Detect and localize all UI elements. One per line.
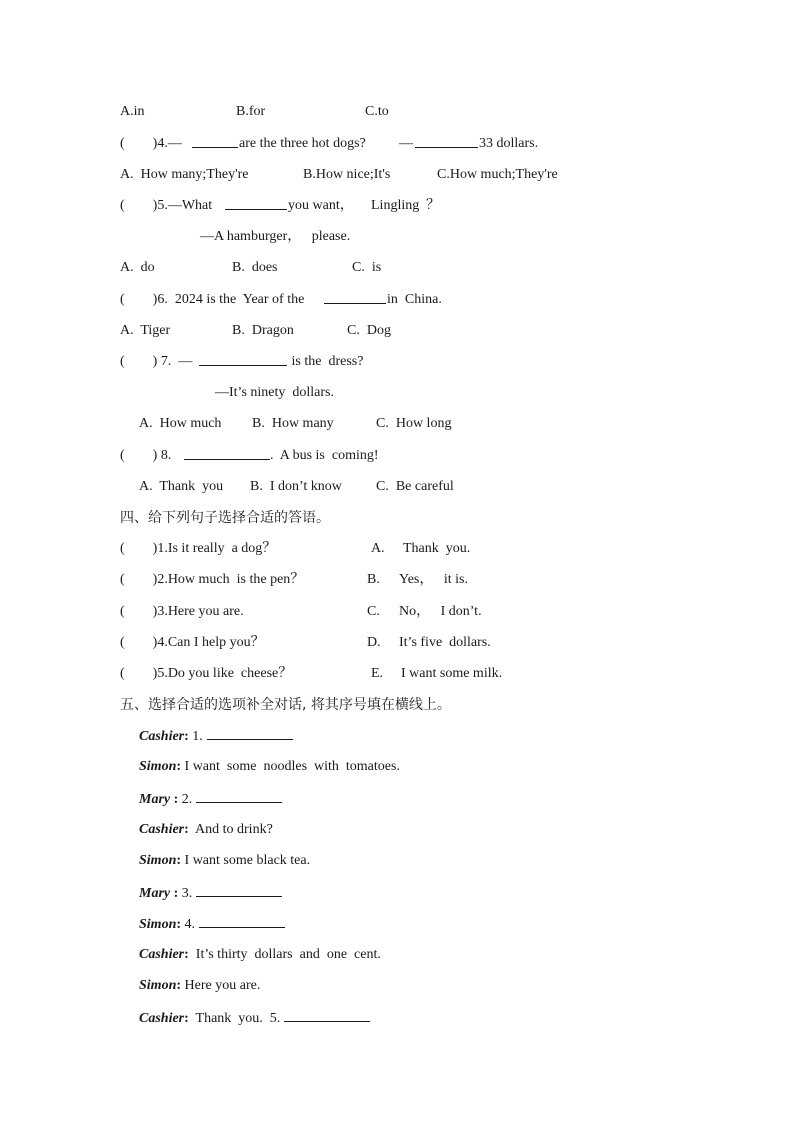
- matching-question: ( )2.How much is the pen？: [120, 572, 305, 587]
- option-a: A. Tiger: [120, 323, 171, 338]
- question-8: [0, 446, 794, 466]
- name-text: Lingling: [371, 198, 420, 213]
- matching-item: [0, 570, 794, 590]
- speaker-name: Mary: [139, 886, 171, 901]
- question-text: you want，: [288, 198, 354, 213]
- question-text: is the dress?: [288, 354, 364, 369]
- q4-options-row: [0, 165, 794, 185]
- speaker-colon: :: [176, 978, 182, 993]
- q5-reply: [0, 227, 794, 247]
- answer-blank[interactable]: [415, 134, 478, 148]
- question-6: [0, 290, 794, 310]
- option-c: C.How much;They're: [437, 167, 558, 182]
- answer-letter: D.: [367, 635, 381, 650]
- dialogue-content: [139, 976, 260, 996]
- matching-item: [0, 664, 794, 684]
- dialogue-line: [0, 757, 794, 777]
- dialogue-content: [139, 883, 282, 904]
- dialogue-text: 1.: [188, 729, 203, 744]
- reply-text: —A hamburger， please.: [200, 229, 351, 244]
- matching-question: ( )1.Is it really a dog？: [120, 541, 277, 556]
- dialogue-content: [139, 945, 381, 965]
- dialogue-line: [0, 914, 794, 934]
- answer-letter: C.: [367, 604, 380, 619]
- speaker-name: Cashier: [139, 1011, 185, 1026]
- answer-blank[interactable]: [199, 914, 285, 928]
- q8-options-row: [0, 477, 794, 497]
- dialogue-line: [0, 851, 794, 871]
- section-heading-text: 五、选择合适的选项补全对话, 将其序号填在横线上。: [120, 697, 451, 713]
- option-c: C. Dog: [347, 323, 391, 338]
- answer-blank[interactable]: [199, 352, 287, 366]
- dialogue-text: 3.: [178, 886, 193, 901]
- speaker-name: Simon: [139, 917, 177, 932]
- question-number: ( )5.—What: [120, 198, 213, 213]
- dialogue-text: Here you are.: [181, 978, 261, 993]
- option-c: C. is: [352, 260, 382, 275]
- option-b: B. does: [232, 260, 278, 275]
- dialogue-line: [0, 820, 794, 840]
- option-b: B. Dragon: [232, 323, 294, 338]
- dialogue-content: [139, 789, 282, 810]
- dialogue-line: [0, 789, 794, 809]
- speaker-name: Simon: [139, 978, 177, 993]
- matching-item: [0, 602, 794, 622]
- answer-letter: A.: [371, 541, 385, 556]
- answer-blank[interactable]: [225, 196, 287, 210]
- question-4: [0, 134, 794, 154]
- section-5-heading: [0, 695, 794, 715]
- option-a: A. Thank you: [139, 479, 224, 494]
- dialogue-line: [0, 976, 794, 996]
- q7-options-row: [0, 414, 794, 434]
- speaker-colon: :: [184, 1011, 189, 1026]
- question-number: ( )6. 2024 is the Year of the: [120, 292, 305, 307]
- speaker-colon: :: [184, 729, 189, 744]
- matching-answer: It’s five dollars.: [399, 635, 491, 650]
- dialogue-text: I want some black tea.: [181, 853, 311, 868]
- answer-blank[interactable]: [207, 726, 293, 740]
- dialogue-content: [139, 757, 400, 777]
- matching-question: ( )5.Do you like cheese？: [120, 666, 293, 681]
- answer-blank[interactable]: [324, 290, 386, 304]
- matching-question: ( )4.Can I help you？: [120, 635, 265, 650]
- speaker-colon: :: [176, 853, 182, 868]
- q6-options-row: [0, 321, 794, 341]
- speaker-name: Cashier: [139, 822, 185, 837]
- answer-blank[interactable]: [284, 1008, 370, 1022]
- matching-answer: No， I don’t.: [399, 604, 482, 619]
- speaker-name: Mary: [139, 792, 171, 807]
- speaker-colon: :: [184, 822, 189, 837]
- question-text: in China.: [387, 292, 442, 307]
- dialogue-text: It’s thirty dollars and one cent.: [188, 947, 381, 962]
- answer-blank[interactable]: [184, 446, 270, 460]
- speaker-colon: :: [170, 792, 179, 807]
- question-number: ( ) 8.: [120, 448, 172, 463]
- option-c: C. Be careful: [376, 479, 454, 494]
- option-c: C.to: [365, 104, 389, 119]
- dialogue-text: 2.: [178, 792, 193, 807]
- dialogue-text: Thank you. 5.: [188, 1011, 281, 1026]
- dialogue-line: [0, 726, 794, 746]
- answer-blank[interactable]: [192, 134, 238, 148]
- q7-reply: [0, 383, 794, 403]
- dialogue-line: [0, 883, 794, 903]
- q5-options-row: [0, 258, 794, 278]
- dialogue-text: 4.: [181, 917, 196, 932]
- question-mark: ？: [426, 198, 440, 213]
- answer-letter: E.: [371, 666, 384, 681]
- dialogue-content: [139, 851, 310, 871]
- option-a: A. How many;They're: [120, 167, 249, 182]
- matching-item: [0, 633, 794, 653]
- q3-options-row: [0, 102, 794, 122]
- speaker-name: Simon: [139, 853, 177, 868]
- speaker-name: Cashier: [139, 729, 185, 744]
- question-number: ( )4.—: [120, 136, 182, 151]
- speaker-colon: :: [184, 947, 189, 962]
- speaker-colon: :: [176, 759, 182, 774]
- question-7: [0, 352, 794, 372]
- dialogue-text: I want some noodles with tomatoes.: [181, 759, 400, 774]
- matching-answer: Thank you.: [403, 541, 471, 556]
- question-5: [0, 196, 794, 216]
- speaker-name: Simon: [139, 759, 177, 774]
- option-a: A. do: [120, 260, 155, 275]
- speaker-name: Cashier: [139, 947, 185, 962]
- dialogue-line: [0, 1008, 794, 1028]
- dialogue-text: And to drink?: [188, 822, 273, 837]
- option-c: C. How long: [376, 416, 452, 431]
- option-b: B. How many: [252, 416, 334, 431]
- speaker-colon: :: [170, 886, 179, 901]
- matching-answer: Yes， it is.: [399, 572, 468, 587]
- question-text: 33 dollars.: [479, 136, 539, 151]
- dialogue-line: [0, 945, 794, 965]
- question-text: . A bus is coming!: [270, 448, 379, 463]
- dash: —: [399, 136, 413, 151]
- matching-item: [0, 539, 794, 559]
- speaker-colon: :: [176, 917, 182, 932]
- option-a: A. How much: [139, 416, 222, 431]
- option-a: A.in: [120, 104, 145, 119]
- answer-letter: B.: [367, 572, 380, 587]
- matching-answer: I want some milk.: [401, 666, 503, 681]
- question-number: ( ) 7. —: [120, 354, 193, 369]
- answer-blank[interactable]: [196, 789, 282, 803]
- dialogue-content: [139, 726, 293, 747]
- section-heading-text: 四、给下列句子选择合适的答语。: [120, 510, 330, 526]
- option-b: B.How nice;It's: [303, 167, 391, 182]
- option-b: B. I don’t know: [250, 479, 342, 494]
- reply-text: —It’s ninety dollars.: [215, 385, 334, 400]
- matching-question: ( )3.Here you are.: [120, 604, 244, 619]
- dialogue-content: [139, 914, 285, 935]
- option-b: B.for: [236, 104, 266, 119]
- question-text: are the three hot dogs?: [239, 136, 366, 151]
- section-4-heading: [0, 508, 794, 528]
- dialogue-content: [139, 820, 273, 840]
- answer-blank[interactable]: [196, 883, 282, 897]
- dialogue-content: [139, 1008, 370, 1029]
